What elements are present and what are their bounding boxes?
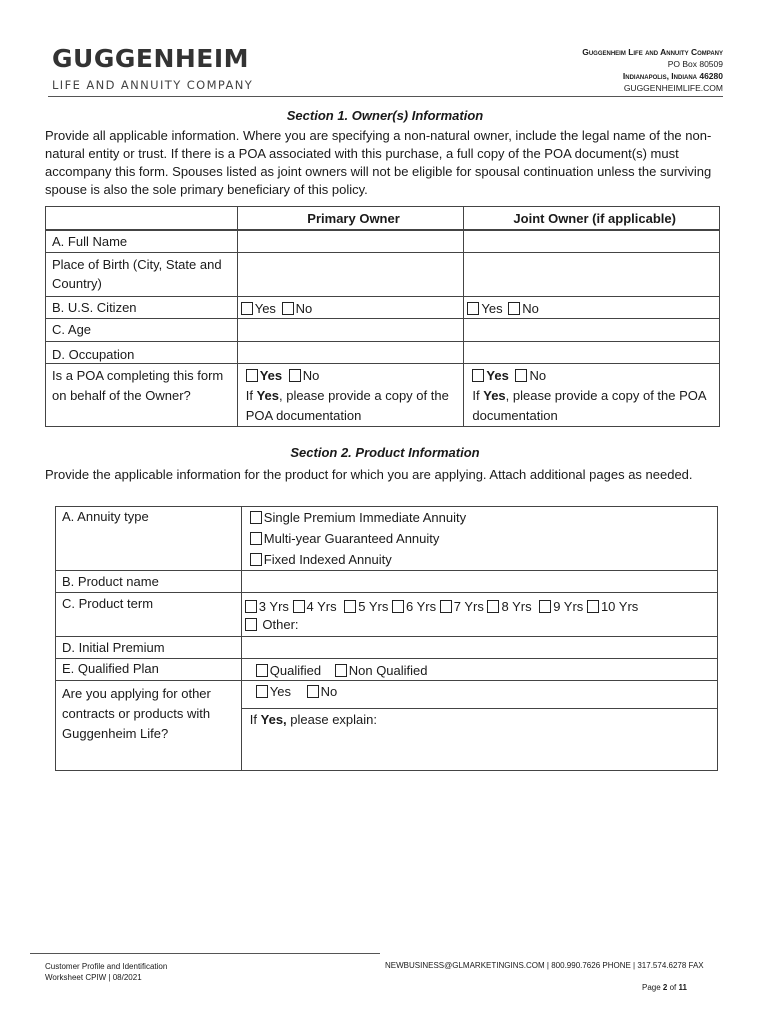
term-6-label: 6 Yrs (406, 599, 437, 614)
joint-occupation-field[interactable] (464, 341, 720, 363)
term-7-checkbox[interactable] (440, 600, 452, 613)
non-qualified-label: Non Qualified (348, 663, 428, 678)
qualified-label: Qualified (269, 663, 322, 678)
term-other-row (245, 616, 717, 634)
row-other-contracts (56, 681, 718, 709)
col-primary-owner: Primary Owner (237, 207, 464, 231)
primary-poa-no-checkbox[interactable] (289, 369, 301, 382)
qualified-plan-options (241, 659, 717, 681)
label-occupation: D. Occupation (46, 341, 238, 363)
row-citizen (46, 296, 720, 318)
footer-form-name: Customer Profile and Identification (45, 962, 168, 971)
other-contracts-no-label: No (320, 684, 338, 699)
label-product-name: B. Product name (56, 571, 242, 593)
term-3-checkbox[interactable] (245, 600, 257, 613)
primary-citizen-yes-checkbox[interactable] (241, 302, 253, 315)
col-joint-owner: Joint Owner (if applicable) (464, 207, 720, 231)
footer-contact: NEWBUSINESS@GLMARKETINGINS.COM | 800.990.7626 PHONE | 317.574.6278 FAX (385, 961, 704, 970)
term-8-checkbox[interactable] (487, 600, 499, 613)
product-term-options (241, 593, 717, 637)
page-of: of (669, 983, 677, 992)
annuity-myga-label: Multi-year Guaranteed Annuity (263, 531, 440, 546)
if-yes-bold: Yes (483, 387, 506, 403)
primary-occupation-field[interactable] (237, 341, 464, 363)
product-info-table (55, 506, 718, 771)
page-current: 2 (662, 983, 668, 992)
non-qualified-checkbox[interactable] (335, 664, 347, 677)
primary-poa-yes-checkbox[interactable] (246, 369, 258, 382)
primary-poa-options (237, 363, 464, 426)
joint-poa-choice (472, 366, 719, 386)
joint-citizen-yes-label: Yes (481, 300, 503, 316)
company-logo-subtitle: LIFE AND ANNUITY COMPANY (52, 78, 254, 92)
joint-citizen-yes-checkbox[interactable] (467, 302, 479, 315)
primary-poa-choice (246, 366, 464, 386)
poa-note-text: , please provide a copy of the POA documentation (245, 387, 449, 423)
primary-citizen-no-checkbox[interactable] (282, 302, 294, 315)
label-place-of-birth: Place of Birth (City, State and Country) (46, 252, 238, 296)
footer-form-info (45, 961, 167, 983)
joint-poa-no-label: No (529, 367, 547, 383)
annuity-spia-label: Single Premium Immediate Annuity (263, 510, 467, 525)
primary-poa-yes-label: Yes (259, 367, 283, 383)
header-divider (48, 96, 723, 97)
page-label: Page (642, 983, 661, 992)
label-product-term: C. Product term (56, 593, 242, 637)
term-7-label: 7 Yrs (453, 599, 484, 614)
row-full-name (46, 230, 720, 252)
if-yes-bold: Yes (256, 387, 279, 403)
row-poa (46, 363, 720, 426)
row-place-of-birth (46, 252, 720, 296)
if-prefix: If (245, 387, 257, 403)
address-po-box: PO Box 80509 (667, 59, 723, 69)
primary-place-of-birth-field[interactable] (237, 252, 464, 296)
joint-full-name-field[interactable] (464, 230, 720, 252)
primary-citizen-yes-label: Yes (254, 300, 276, 316)
term-4-checkbox[interactable] (293, 600, 305, 613)
primary-full-name-field[interactable] (237, 230, 464, 252)
joint-poa-yes-label: Yes (486, 367, 509, 383)
primary-poa-no-label: No (302, 367, 320, 383)
if-yes-bold: Yes, (260, 712, 287, 727)
annuity-option (250, 507, 717, 528)
section1-intro: Provide all applicable information. Where you are specifying a non-natural owner, include the legal name of the non-natural entity or trust. If there is a POA associated with this purchase, a full copy of the POA document(s) must accompany this form. Spouses listed as joint owners will not be eligible for spousal continuation unless the surviving spouse is also the sole primary beneficiary of this policy. (45, 128, 712, 197)
joint-age-field[interactable] (464, 318, 720, 341)
footer-form-code: Worksheet CPIW | 08/2021 (45, 973, 142, 982)
primary-citizen-options (237, 296, 464, 318)
primary-poa-note (246, 386, 464, 426)
joint-place-of-birth-field[interactable] (464, 252, 720, 296)
other-contracts-no-checkbox[interactable] (307, 685, 319, 698)
other-contracts-explain-field[interactable] (241, 709, 717, 771)
row-annuity-type (56, 507, 718, 571)
label-full-name: A. Full Name (46, 230, 238, 252)
annuity-spia-checkbox[interactable] (250, 511, 262, 524)
owner-info-table (45, 206, 720, 427)
section2-title: Section 2. Product Information (290, 445, 480, 460)
annuity-myga-checkbox[interactable] (250, 532, 262, 545)
primary-citizen-no-label: No (295, 300, 313, 316)
row-age (46, 318, 720, 341)
joint-poa-note (472, 386, 719, 426)
joint-citizen-no-label: No (522, 300, 539, 316)
owner-table-header (46, 207, 720, 231)
label-age: C. Age (46, 318, 238, 341)
label-other-contracts: Are you applying for other contracts or products with Guggenheim Life? (56, 681, 242, 771)
term-6-checkbox[interactable] (392, 600, 404, 613)
joint-citizen-no-checkbox[interactable] (508, 302, 520, 315)
primary-age-field[interactable] (237, 318, 464, 341)
row-occupation (46, 341, 720, 363)
term-row (245, 598, 717, 616)
company-logo: GUGGENHEIM (52, 44, 250, 73)
address-company: Guggenheim Life and Annuity Company (582, 47, 723, 57)
annuity-option (250, 549, 717, 570)
row-product-term (56, 593, 718, 637)
row-qualified-plan (56, 659, 718, 681)
term-8-label: 8 Yrs (501, 599, 532, 614)
annuity-fia-checkbox[interactable] (250, 553, 262, 566)
term-10-label: 10 Yrs (600, 599, 639, 614)
row-product-name (56, 571, 718, 593)
initial-premium-field[interactable] (241, 637, 717, 659)
label-qualified-plan: E. Qualified Plan (56, 659, 242, 681)
annuity-type-options (241, 507, 717, 571)
poa-note-text: , please provide a copy of the POA documentation (472, 387, 706, 423)
label-initial-premium: D. Initial Premium (56, 637, 242, 659)
other-contracts-options (241, 681, 717, 709)
joint-citizen-options (464, 296, 720, 318)
if-prefix: If (472, 387, 484, 403)
term-3-label: 3 Yrs (258, 599, 289, 614)
joint-poa-no-checkbox[interactable] (515, 369, 527, 382)
if-prefix: If (249, 712, 261, 727)
other-contracts-yes-label: Yes (269, 684, 292, 699)
page-number (642, 983, 687, 992)
term-4-label: 4 Yrs (306, 599, 337, 614)
section1-title: Section 1. Owner(s) Information (286, 108, 484, 123)
section2-intro: Provide the applicable information for the product for which you are applying. Attach additional pages as needed. (45, 467, 693, 482)
term-9-label: 9 Yrs (553, 599, 584, 614)
footer-divider (30, 953, 380, 954)
annuity-option (250, 528, 717, 549)
label-poa-question: Is a POA completing this form on behalf of the Owner? (46, 363, 238, 426)
address-website: GUGGENHEIMLIFE.COM (623, 83, 723, 93)
other-contracts-yes-checkbox[interactable] (256, 685, 268, 698)
label-annuity-type: A. Annuity type (56, 507, 242, 571)
term-other-checkbox[interactable] (245, 618, 257, 631)
term-10-checkbox[interactable] (587, 600, 599, 613)
joint-poa-yes-checkbox[interactable] (472, 369, 484, 382)
label-citizen: B. U.S. Citizen (46, 296, 238, 318)
row-initial-premium (56, 637, 718, 659)
product-name-field[interactable] (241, 571, 717, 593)
term-other-label: Other: (262, 617, 299, 632)
address-city: Indianapolis, Indiana 46280 (622, 71, 723, 81)
page-total: 11 (678, 983, 687, 992)
annuity-fia-label: Fixed Indexed Annuity (263, 552, 392, 567)
term-5-checkbox[interactable] (344, 600, 356, 613)
company-address (582, 46, 723, 94)
qualified-checkbox[interactable] (256, 664, 268, 677)
header-blank (46, 207, 238, 231)
joint-poa-options (464, 363, 720, 426)
term-5-label: 5 Yrs (358, 599, 389, 614)
term-9-checkbox[interactable] (539, 600, 551, 613)
explain-text: please explain: (286, 712, 378, 727)
